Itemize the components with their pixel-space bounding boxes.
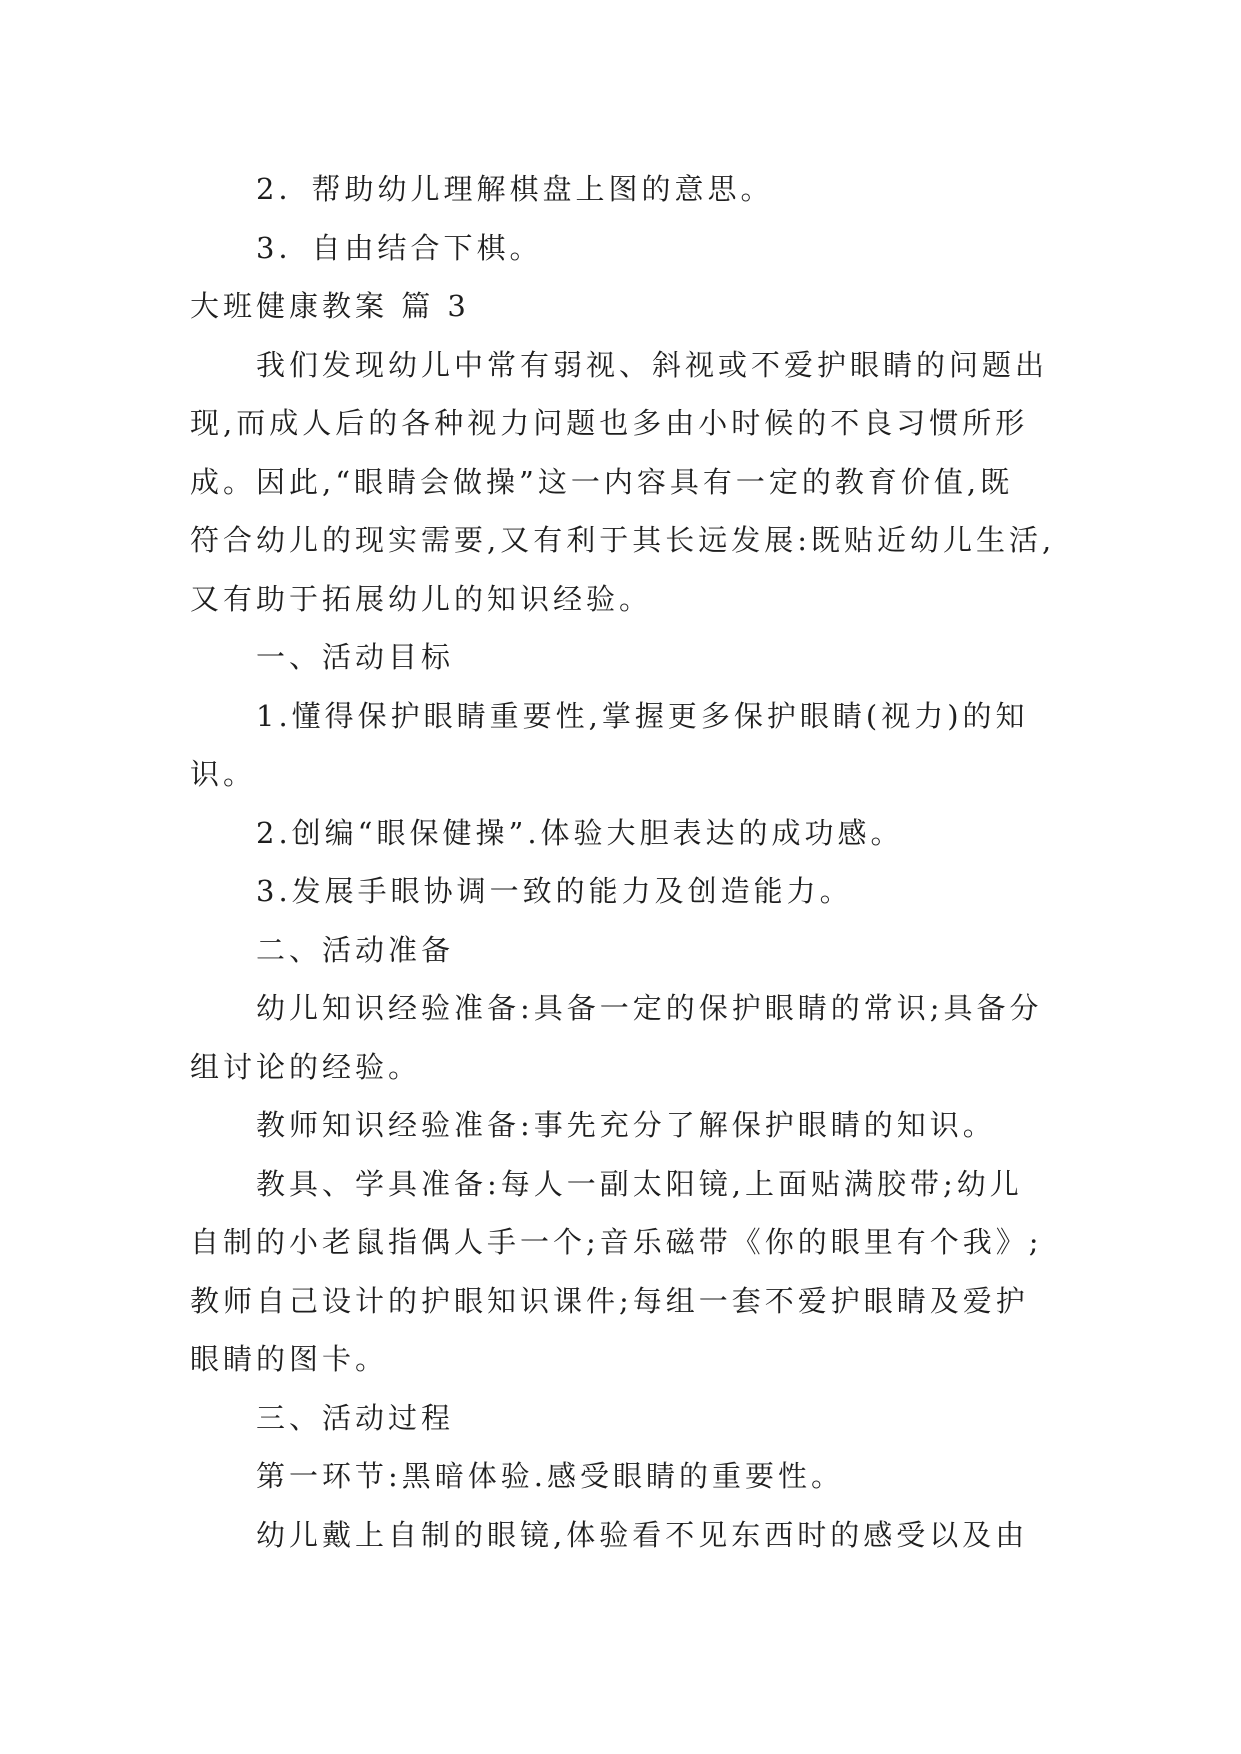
subsection-heading xyxy=(190,1389,1056,1448)
paragraph xyxy=(190,336,1056,629)
paragraph-line: 2.创编“眼保健操”.体验大胆表达的成功感。 xyxy=(256,815,904,850)
paragraph-line: 1.懂得保护眼睛重要性,掌握更多保护眼睛(视力)的知 xyxy=(256,698,1029,733)
list-item xyxy=(190,687,1056,804)
paragraph-line: 幼儿戴上自制的眼镜,体验看不见东西时的感受以及由 xyxy=(256,1517,1029,1552)
paragraph-line: 教师自己设计的护眼知识课件;每组一套不爱护眼睛及爱护 xyxy=(190,1283,1029,1318)
subsection-heading xyxy=(190,628,1056,687)
list-item xyxy=(190,862,1056,921)
paragraph xyxy=(190,1096,1056,1155)
paragraph-line: 我们发现幼儿中常有弱视、斜视或不爱护眼睛的问题出 xyxy=(256,347,1049,382)
list-item xyxy=(190,160,1056,219)
subsection-heading-text: 三、活动过程 xyxy=(256,1400,455,1435)
paragraph xyxy=(190,1447,1056,1506)
paragraph-line: 识。 xyxy=(190,757,257,791)
paragraph-line: 组讨论的经验。 xyxy=(190,1049,422,1084)
list-item xyxy=(190,219,1056,278)
paragraph-line: 3.发展手眼协调一致的能力及创造能力。 xyxy=(256,874,853,908)
document-body xyxy=(190,160,1056,1564)
paragraph xyxy=(190,979,1056,1096)
paragraph xyxy=(190,1506,1056,1565)
paragraph-line: 幼儿知识经验准备:具备一定的保护眼睛的常识;具备分 xyxy=(256,991,1043,1025)
paragraph-line: 教具、学具准备:每人一副太阳镜,上面贴满胶带;幼儿 xyxy=(256,1166,1023,1201)
paragraph-line: 现,而成人后的各种视力问题也多由小时候的不良习惯所形 xyxy=(190,406,1029,440)
paragraph-line: 眼睛的图卡。 xyxy=(190,1342,389,1376)
subsection-heading-text: 二、活动准备 xyxy=(256,932,455,967)
subsection-heading-text: 一、活动目标 xyxy=(256,640,455,674)
paragraph-line: 教师知识经验准备:事先充分了解保护眼睛的知识。 xyxy=(256,1108,996,1142)
paragraph-line: 自制的小老鼠指偶人手一个;音乐磁带《你的眼里有个我》; xyxy=(190,1225,1043,1259)
paragraph-line: 3．自由结合下棋。 xyxy=(256,230,543,265)
paragraph-line: 成。因此,“眼睛会做操”这一内容具有一定的教育价值,既 xyxy=(190,464,1014,499)
section-heading xyxy=(190,277,1056,336)
section-heading-text: 大班健康教案 篇 3 xyxy=(190,289,470,323)
subsection-heading xyxy=(190,921,1056,980)
paragraph-line: 又有助于拓展幼儿的知识经验。 xyxy=(190,581,653,616)
paragraph-line: 2．帮助幼儿理解棋盘上图的意思。 xyxy=(256,172,774,206)
paragraph-line: 符合幼儿的现实需要,又有利于其长远发展:既贴近幼儿生活, xyxy=(190,523,1056,557)
list-item xyxy=(190,804,1056,863)
paragraph xyxy=(190,1155,1056,1389)
paragraph-line: 第一环节:黑暗体验.感受眼睛的重要性。 xyxy=(256,1459,844,1493)
